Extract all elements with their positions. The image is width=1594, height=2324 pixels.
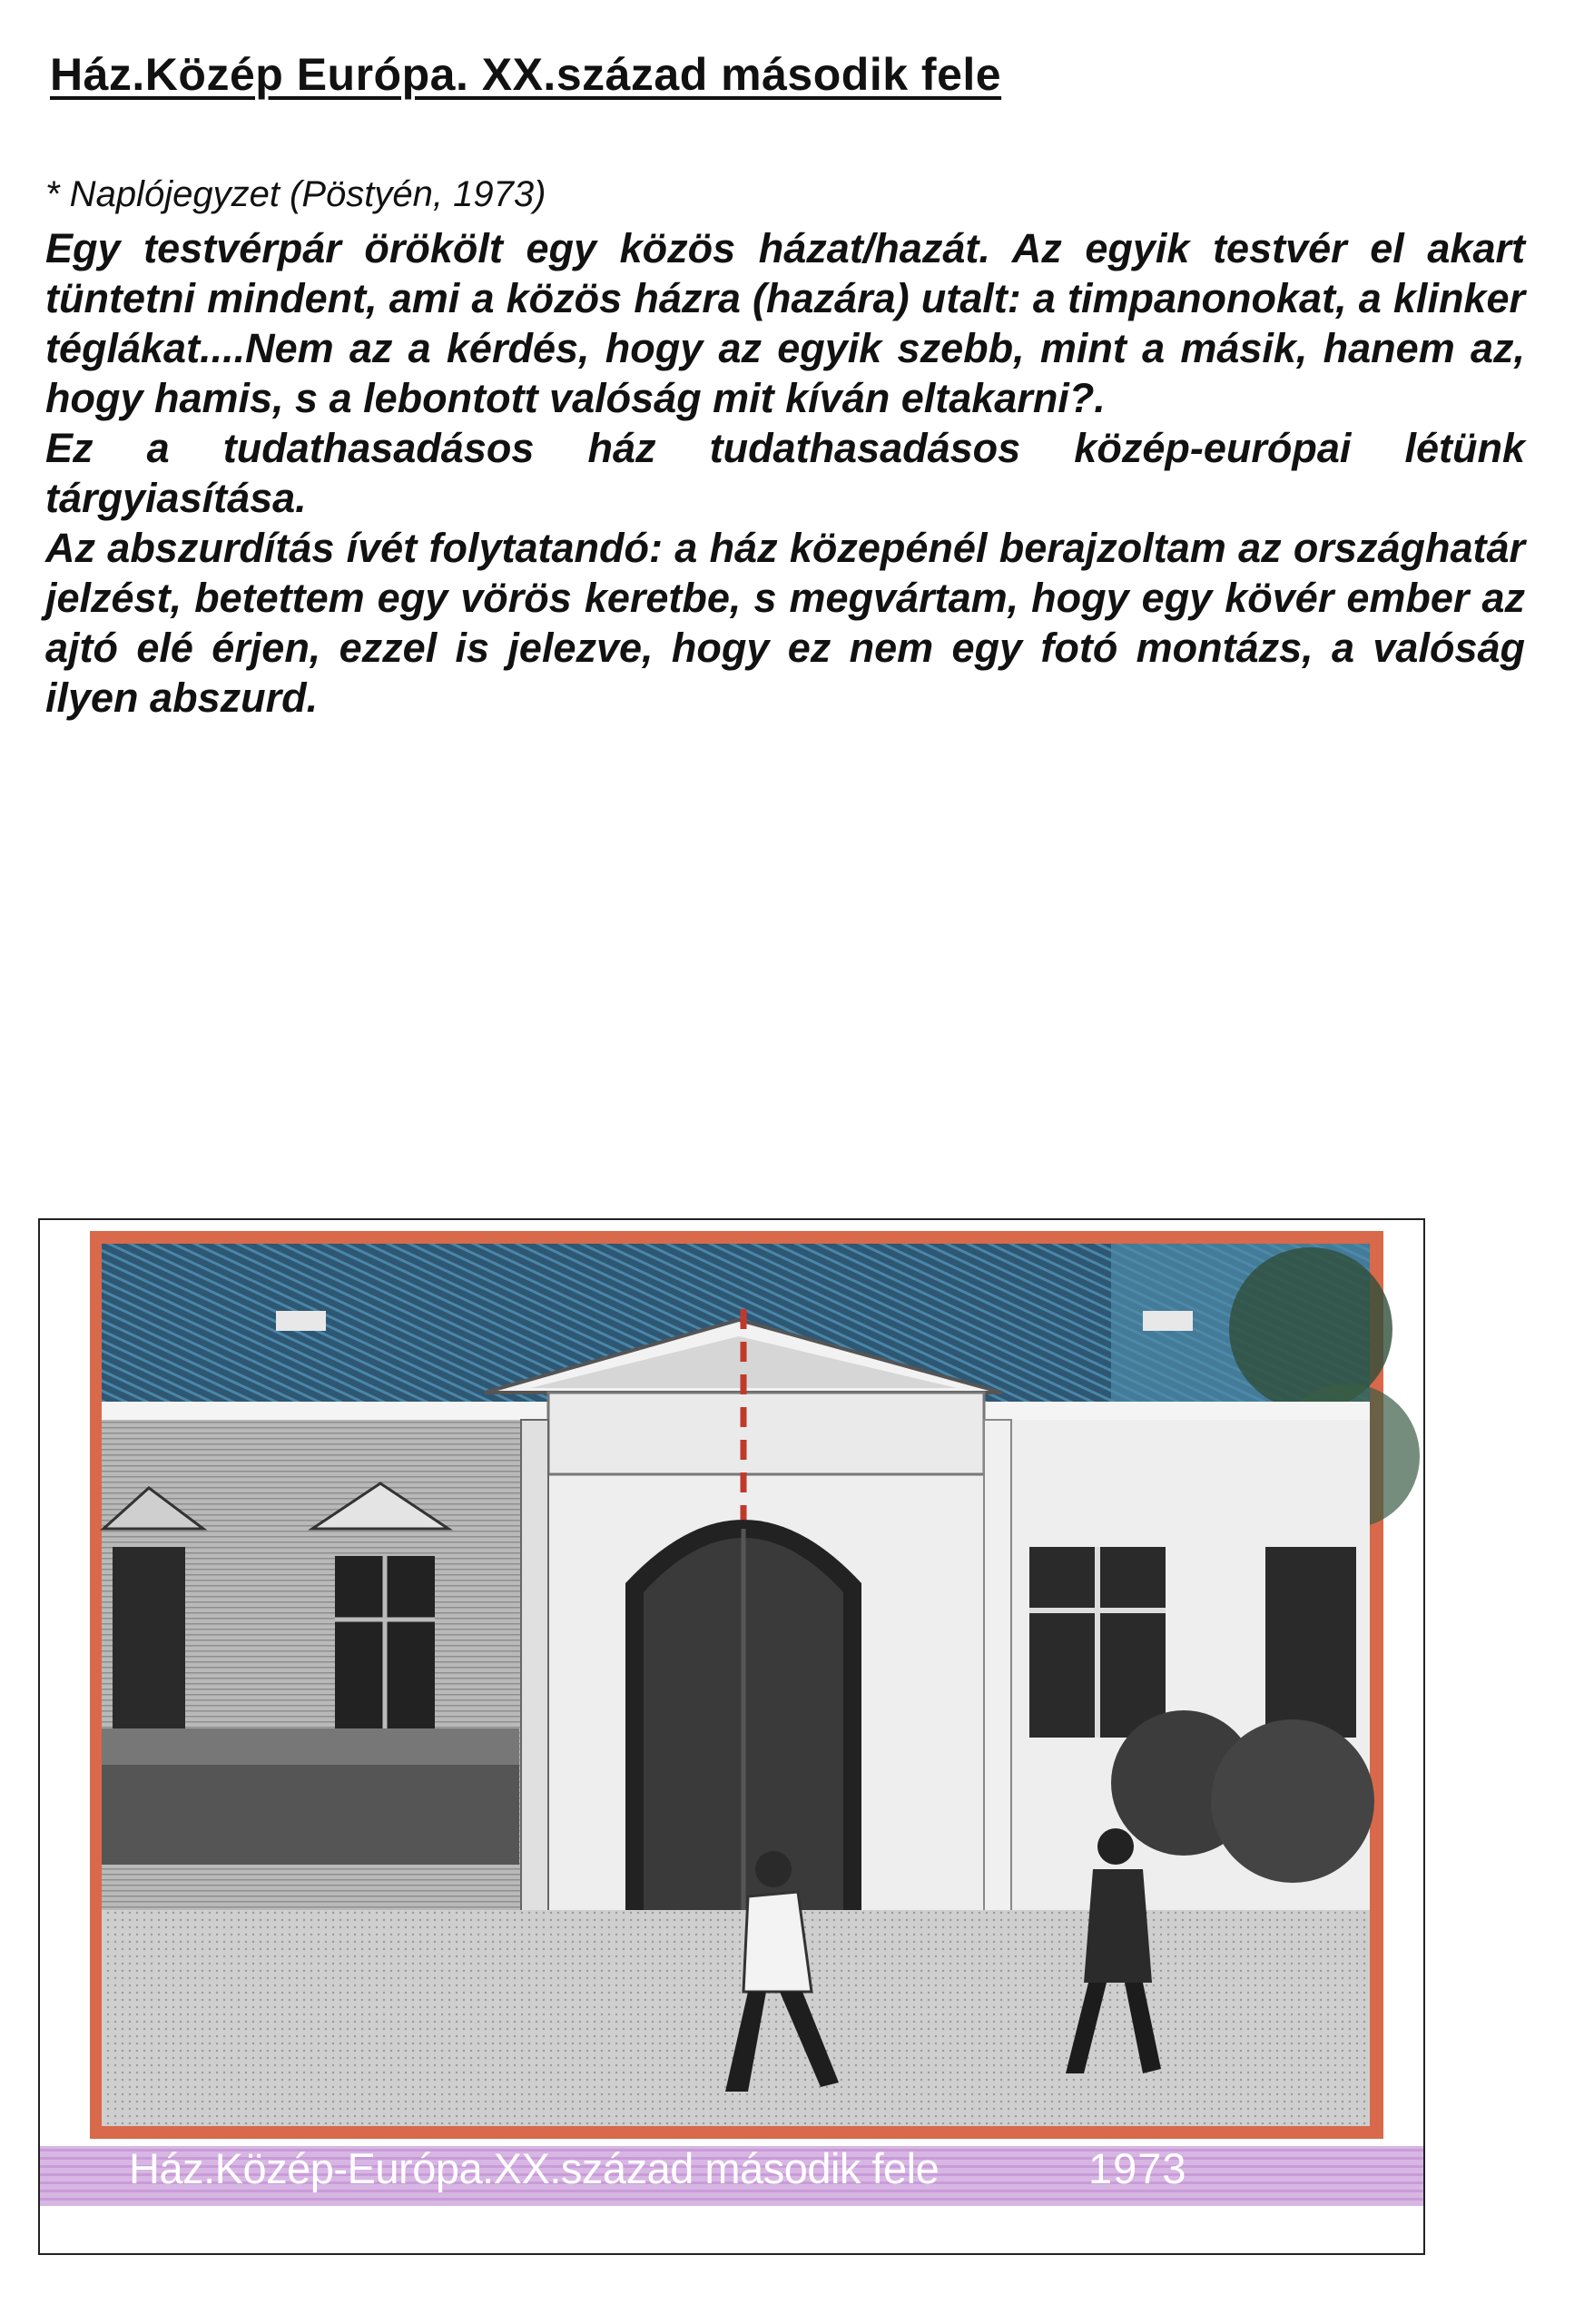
photo-image	[102, 1244, 1420, 2126]
paragraph-2: Ez a tudathasadásos ház tudathasadásos közép-európai létünk tárgyiasítása.	[45, 425, 1525, 521]
photo-caption: Ház.Közép-Európa.XX.század második fele	[129, 2144, 940, 2192]
page-title: Ház.Közép Európa. XX.század második fele	[50, 49, 1002, 100]
photo-year: 1973	[1088, 2144, 1187, 2192]
body-text	[45, 171, 1525, 723]
paragraph-3: Az abszurdítás ívét folytatandó: a ház közepénél berajzoltam az országhatár jelzést, betettem egy vörös keretbe, s megvártam, hogy egy kövér ember az ajtó elé érjen, ezzel is jelezve, hogy ez nem egy fotó montázs, a valóság ilyen abszurd.	[45, 525, 1525, 721]
photo-artwork	[38, 1218, 1425, 2255]
house-photo-illustration	[40, 1220, 1423, 2253]
diary-reference: * Naplójegyzet (Pöstyén, 1973)	[45, 174, 546, 214]
paragraph-1: Egy testvérpár örökölt egy közös házat/hazát. Az egyik testvér el akart tüntetni mindent, ami a közös házra (hazára) utalt: a timpanonokat, a klinker téglákat....Nem az a kérdés, hogy az egyik szebb, mint a másik, hanem az, hogy hamis, s a lebontott valóság mit kíván eltakarni?.	[45, 225, 1525, 421]
